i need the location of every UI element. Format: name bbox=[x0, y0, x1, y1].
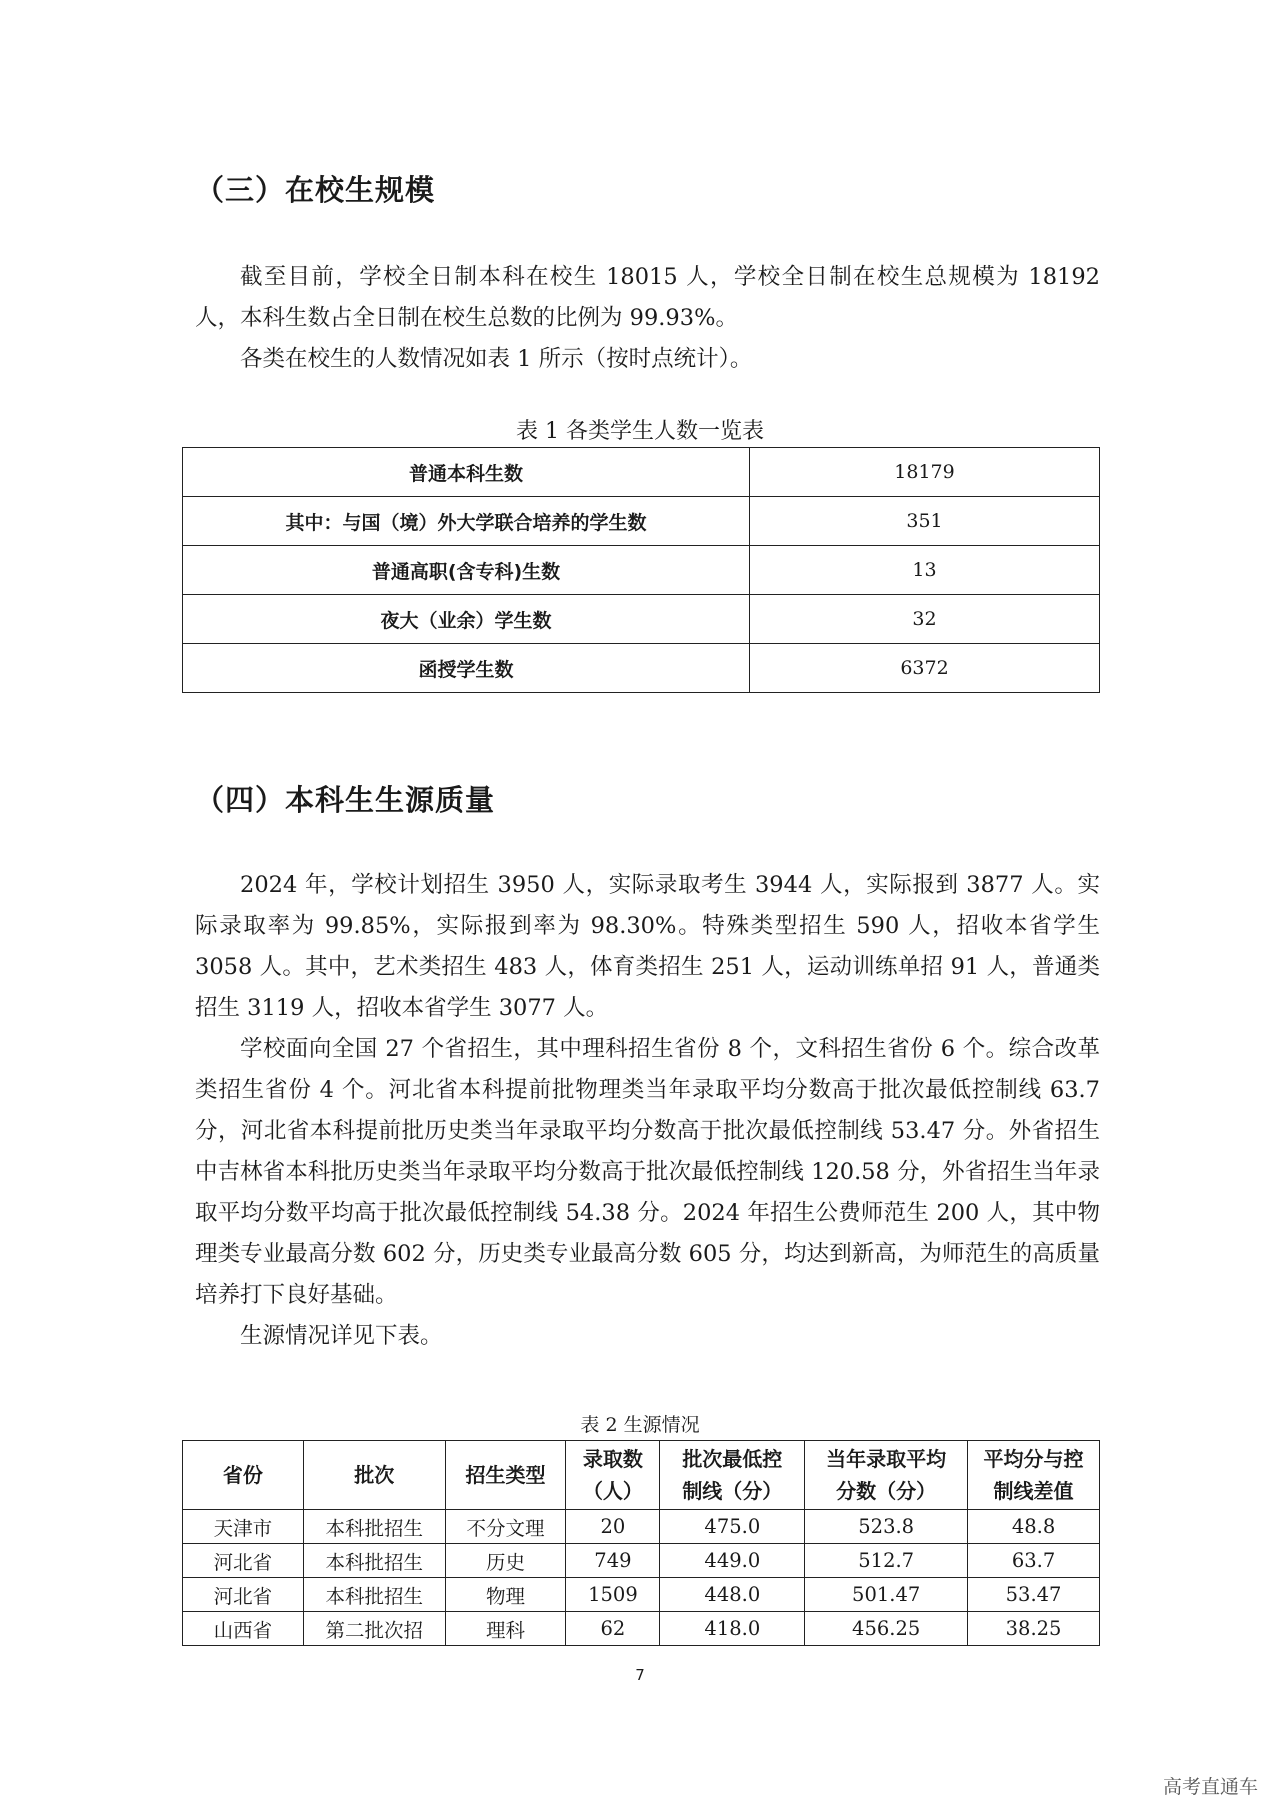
table-cell-value: 32 bbox=[750, 595, 1100, 644]
table-cell-label: 其中：与国（境）外大学联合培养的学生数 bbox=[183, 497, 750, 546]
table-cell: 501.47 bbox=[805, 1578, 968, 1612]
section-4-paragraph-2: 学校面向全国 27 个省招生，其中理科招生省份 8 个，文科招生省份 6 个。综合改革类招生省份 4 个。河北省本科提前批物理类当年录取平均分数高于批次最低控制线 63.7 分，河北省本科提前批历史类当年录取平均分数高于批次最低控制线 53.47 分。外省招生中吉林省本科批历史类当年录取平均分数高于批次最低控制线 120.58 分，外省招生当年录取平均分数平均高于批次最低控制线 54.38 分。2024 年招生公费师范生 200 人，其中物理类专业最高分数 602 分，历史类专业最高分数 605 分，均达到新高，为师范生的高质量培养打下良好基础。 bbox=[195, 1036, 1100, 1308]
table-cell: 第二批次招 bbox=[303, 1612, 445, 1646]
table-cell: 天津市 bbox=[183, 1510, 304, 1544]
table-cell: 河北省 bbox=[183, 1544, 304, 1578]
page-number: 7 bbox=[635, 1666, 645, 1684]
table-cell: 本科批招生 bbox=[303, 1544, 445, 1578]
table-2-caption: 表 2 生源情况 bbox=[580, 1414, 700, 1436]
column-header-type: 招生类型 bbox=[445, 1441, 566, 1510]
table-row bbox=[183, 644, 1100, 693]
enrollment-source-table bbox=[182, 1440, 1100, 1646]
table-cell: 理科 bbox=[445, 1612, 566, 1646]
table-cell: 456.25 bbox=[805, 1612, 968, 1646]
column-header-min-line: 批次最低控 制线（分） bbox=[660, 1441, 805, 1510]
table-cell: 1509 bbox=[566, 1578, 660, 1612]
table-cell: 475.0 bbox=[660, 1510, 805, 1544]
table-cell: 62 bbox=[566, 1612, 660, 1646]
table-cell: 38.25 bbox=[968, 1612, 1100, 1646]
table-cell: 749 bbox=[566, 1544, 660, 1578]
table-cell-value: 6372 bbox=[750, 644, 1100, 693]
section-4-heading: （四）本科生生源质量 bbox=[195, 783, 496, 817]
table-cell: 本科批招生 bbox=[303, 1578, 445, 1612]
table-cell: 53.47 bbox=[968, 1578, 1100, 1612]
table-header-row bbox=[183, 1441, 1100, 1510]
table-cell: 山西省 bbox=[183, 1612, 304, 1646]
table-cell-value: 18179 bbox=[750, 448, 1100, 497]
table-cell: 63.7 bbox=[968, 1544, 1100, 1578]
table-row bbox=[183, 595, 1100, 644]
watermark-text: 高考直通车 bbox=[1162, 1776, 1258, 1798]
table-row bbox=[183, 1578, 1100, 1612]
table-row bbox=[183, 497, 1100, 546]
column-header-avg-score: 当年录取平均 分数（分） bbox=[805, 1441, 968, 1510]
section-4-paragraph-3: 生源情况详见下表。 bbox=[240, 1323, 443, 1349]
table-cell: 523.8 bbox=[805, 1510, 968, 1544]
table-row bbox=[183, 1544, 1100, 1578]
table-row bbox=[183, 448, 1100, 497]
table-cell-value: 13 bbox=[750, 546, 1100, 595]
column-header-difference: 平均分与控 制线差值 bbox=[968, 1441, 1100, 1510]
table-cell: 48.8 bbox=[968, 1510, 1100, 1544]
column-header-admitted: 录取数 （人） bbox=[566, 1441, 660, 1510]
table-cell: 449.0 bbox=[660, 1544, 805, 1578]
table-row bbox=[183, 546, 1100, 595]
table-cell-label: 夜大（业余）学生数 bbox=[183, 595, 750, 644]
table-cell: 448.0 bbox=[660, 1578, 805, 1612]
table-row bbox=[183, 1612, 1100, 1646]
section-4-paragraph-1: 2024 年，学校计划招生 3950 人，实际录取考生 3944 人，实际报到 3877 人。实际录取率为 99.85%，实际报到率为 98.30%。特殊类型招生 590 人，招收本省学生 3058 人。其中，艺术类招生 483 人，体育类招生 251 人，运动训练单招 91 人，普通类招生 3119 人，招收本省学生 3077 人。 bbox=[195, 872, 1100, 1021]
table-cell: 512.7 bbox=[805, 1544, 968, 1578]
table-cell: 418.0 bbox=[660, 1612, 805, 1646]
column-header-batch: 批次 bbox=[303, 1441, 445, 1510]
table-row bbox=[183, 1510, 1100, 1544]
column-header-province: 省份 bbox=[183, 1441, 304, 1510]
table-cell: 本科批招生 bbox=[303, 1510, 445, 1544]
table-cell: 物理 bbox=[445, 1578, 566, 1612]
table-cell-label: 普通本科生数 bbox=[183, 448, 750, 497]
table-cell: 历史 bbox=[445, 1544, 566, 1578]
section-3-paragraph-2: 各类在校生的人数情况如表 1 所示（按时点统计）。 bbox=[240, 346, 753, 372]
table-1-caption: 表 1 各类学生人数一览表 bbox=[516, 419, 764, 444]
student-count-table bbox=[182, 447, 1100, 693]
table-cell: 20 bbox=[566, 1510, 660, 1544]
table-cell: 河北省 bbox=[183, 1578, 304, 1612]
table-cell-value: 351 bbox=[750, 497, 1100, 546]
section-3-paragraph-1: 截至目前，学校全日制本科在校生 18015 人，学校全日制在校生总规模为 18192 人，本科生数占全日制在校生总数的比例为 99.93%。 bbox=[195, 264, 1100, 331]
table-cell-label: 普通高职(含专科)生数 bbox=[183, 546, 750, 595]
table-cell-label: 函授学生数 bbox=[183, 644, 750, 693]
table-cell: 不分文理 bbox=[445, 1510, 566, 1544]
section-3-heading: （三）在校生规模 bbox=[195, 173, 436, 207]
